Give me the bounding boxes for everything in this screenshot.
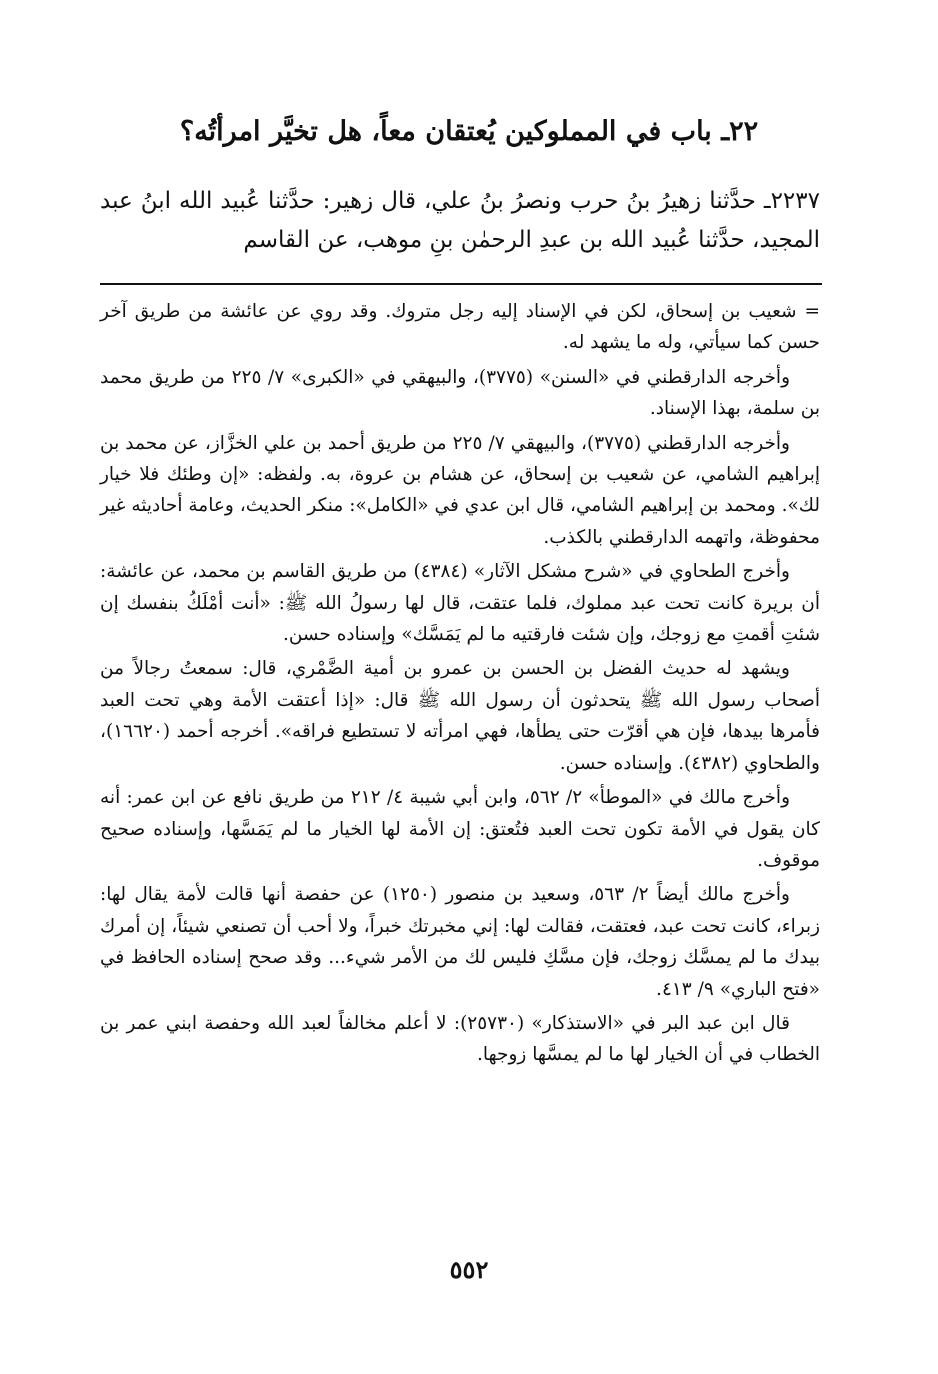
footnote-paragraph: وأخرجه الدارقطني (٣٧٧٥)، والبيهقي ٧/ ٢٢٥ من طريق أحمد بن علي الخزَّاز، عن محمد بن إبراهيم الشامي، عن شعيب بن إسحاق، عن هشام بن عروة، به. ولفظه: «إن وطئك فلا خيار لك». ومحمد بن إبراهيم الشامي، قال ابن عدي في «الكامل»: منكر الحديث، وعامة أحاديثه غير محفوظة، واتهمه الدارقطني بالكذب. — [100, 432, 820, 548]
footnote-paragraph: وأخرج مالك أيضاً ٢/ ٥٦٣، وسعيد بن منصور (١٢٥٠) عن حفصة أنها قالت لأمة يقال لها: زبراء، كانت تحت عبد، فعتقت، فقالت لها: إني مخبرتك خبراً، ولا أحب أن تصنعي شيئاً، إن أمرك بيدك ما لم يمسَّك زوجك، فإن مسَّكِ فليس لك من الأمر شيء... وقد صحح إسناده الحافظ في «فتح الباري» ٩/ ٤١٣. — [100, 884, 820, 1000]
page-number: ٥٥٢ — [449, 1255, 489, 1284]
footnote-paragraph: وأخرج مالك في «الموطأ» ٢/ ٥٦٢، وابن أبي شيبة ٤/ ٢١٢ من طريق نافع عن ابن عمر: أنه كان يقول في الأمة تكون تحت العبد فتُعتق: إن الأمة لها الخيار ما لم يَمَسَّها، وإسناده صحيح موقوف. — [100, 787, 820, 871]
footnote-paragraph: وأخرجه الدارقطني في «السنن» (٣٧٧٥)، والبيهقي في «الكبرى» ٧/ ٢٢٥ من طريق محمد بن سلمة، بهذا الإسناد. — [100, 366, 820, 420]
footnote-paragraph: قال ابن عبد البر في «الاستذكار» (٢٥٧٣٠): لا أعلم مخالفاً لعبد الله وحفصة ابني عمر بن الخطاب في أن الخيار لها ما لم يمسَّها زوجها. — [100, 1012, 820, 1066]
chapter-title: ٢٢ـ باب في المملوكين يُعتقان معاً، هل تخيَّر امرأتُه؟ — [179, 116, 759, 147]
hadith-paragraph: ٢٢٣٧ـ حدَّثنا زهيرُ بنُ حرب ونصرُ بنُ علي، قال زهير: حدَّثنا عُبيد الله ابنُ عبد المجيد، حدَّثنا عُبيد الله بن عبدِ الرحمٰن بنِ موهب، عن القاسم — [100, 188, 820, 253]
footnotes-section — [100, 296, 820, 1074]
footnote-separator — [100, 283, 822, 285]
hadith-main-text — [100, 182, 820, 260]
footnote-paragraph: ويشهد له حديث الفضل بن الحسن بن عمرو بن أمية الضَّمْري، قال: سمعتُ رجالاً من أصحاب رسول الله ﷺ يتحدثون أن رسول الله ﷺ قال: «إذا أعتقت الأمة وهي تحت العبد فأمرها بيدها، فإن هي أقرّت حتى يطأها، فهي امرأته لا تستطيع فراقه». أخرجه أحمد (١٦٦٢٠)، والطحاوي (٤٣٨٢). وإسناده حسن. — [100, 658, 820, 774]
footnote-paragraph: وأخرج الطحاوي في «شرح مشكل الآثار» (٤٣٨٤) من طريق القاسم بن محمد، عن عائشة: أن بريرة كانت تحت عبد مملوك، فلما عتقت، قال لها رسولُ الله ﷺ: «أنت أمْلَكُ بنفسك إن شئتِ أقمتِ مع زوجك، وإن شئت فارقتيه ما لم يَمَسَّك» وإسناده حسن. — [100, 561, 820, 646]
footnote-paragraph: = شعيب بن إسحاق، لكن في الإسناد إليه رجل متروك. وقد روي عن عائشة من طريق آخر حسن كما سيأتي، وله ما يشهد له. — [100, 301, 820, 354]
